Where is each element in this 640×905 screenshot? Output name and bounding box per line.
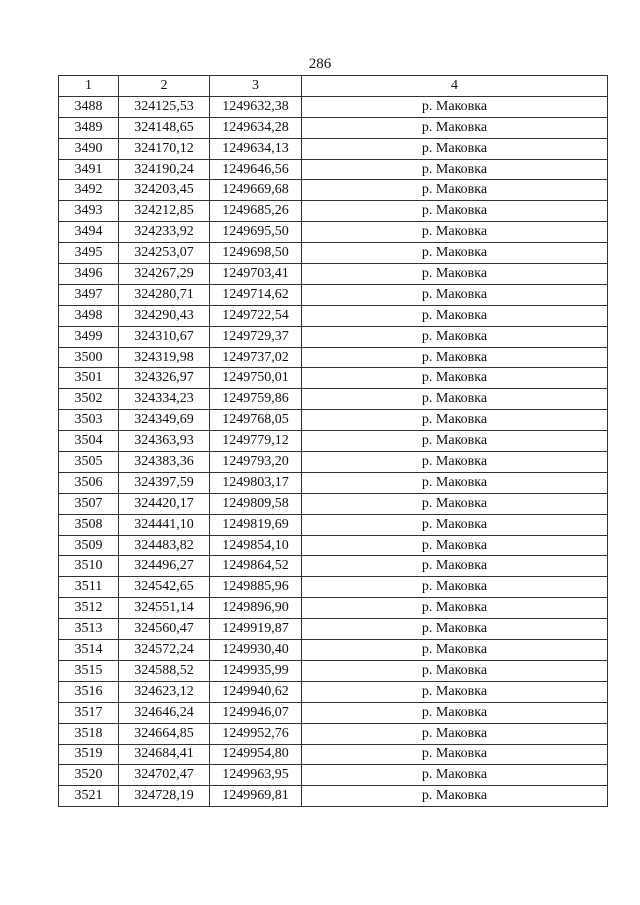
y-coordinate-cell: 1249952,76	[210, 723, 302, 744]
description-cell: р. Маковка	[302, 201, 608, 222]
table-row	[59, 640, 608, 661]
y-coordinate-cell: 1249963,95	[210, 765, 302, 786]
point-number-cell: 3512	[59, 598, 119, 619]
column-header-1: 1	[59, 76, 119, 97]
table-row	[59, 347, 608, 368]
x-coordinate-cell: 324397,59	[119, 472, 210, 493]
table-row	[59, 535, 608, 556]
table-row	[59, 138, 608, 159]
point-number-cell: 3492	[59, 180, 119, 201]
y-coordinate-cell: 1249946,07	[210, 702, 302, 723]
description-cell: р. Маковка	[302, 431, 608, 452]
table-row	[59, 326, 608, 347]
column-header-4: 4	[302, 76, 608, 97]
point-number-cell: 3498	[59, 305, 119, 326]
table-row	[59, 556, 608, 577]
description-cell: р. Маковка	[302, 222, 608, 243]
x-coordinate-cell: 324233,92	[119, 222, 210, 243]
y-coordinate-cell: 1249793,20	[210, 452, 302, 473]
table-row	[59, 765, 608, 786]
table-row	[59, 284, 608, 305]
point-number-cell: 3490	[59, 138, 119, 159]
y-coordinate-cell: 1249750,01	[210, 368, 302, 389]
table-row	[59, 744, 608, 765]
description-cell: р. Маковка	[302, 577, 608, 598]
description-cell: р. Маковка	[302, 305, 608, 326]
table-row	[59, 264, 608, 285]
table-row	[59, 243, 608, 264]
point-number-cell: 3518	[59, 723, 119, 744]
point-number-cell: 3507	[59, 493, 119, 514]
x-coordinate-cell: 324349,69	[119, 410, 210, 431]
x-coordinate-cell: 324441,10	[119, 514, 210, 535]
y-coordinate-cell: 1249930,40	[210, 640, 302, 661]
description-cell: р. Маковка	[302, 264, 608, 285]
y-coordinate-cell: 1249969,81	[210, 786, 302, 807]
description-cell: р. Маковка	[302, 243, 608, 264]
description-cell: р. Маковка	[302, 368, 608, 389]
y-coordinate-cell: 1249779,12	[210, 431, 302, 452]
point-number-cell: 3511	[59, 577, 119, 598]
x-coordinate-cell: 324383,36	[119, 452, 210, 473]
x-coordinate-cell: 324572,24	[119, 640, 210, 661]
description-cell: р. Маковка	[302, 786, 608, 807]
x-coordinate-cell: 324326,97	[119, 368, 210, 389]
table-row	[59, 577, 608, 598]
table-row	[59, 431, 608, 452]
point-number-cell: 3496	[59, 264, 119, 285]
table-row	[59, 472, 608, 493]
table-row	[59, 96, 608, 117]
y-coordinate-cell: 1249634,28	[210, 117, 302, 138]
table-row	[59, 493, 608, 514]
table-row	[59, 660, 608, 681]
point-number-cell: 3516	[59, 681, 119, 702]
point-number-cell: 3493	[59, 201, 119, 222]
description-cell: р. Маковка	[302, 284, 608, 305]
y-coordinate-cell: 1249940,62	[210, 681, 302, 702]
y-coordinate-cell: 1249809,58	[210, 493, 302, 514]
table-row	[59, 222, 608, 243]
y-coordinate-cell: 1249803,17	[210, 472, 302, 493]
x-coordinate-cell: 324420,17	[119, 493, 210, 514]
point-number-cell: 3501	[59, 368, 119, 389]
description-cell: р. Маковка	[302, 556, 608, 577]
table-header	[59, 76, 608, 97]
point-number-cell: 3506	[59, 472, 119, 493]
description-cell: р. Маковка	[302, 702, 608, 723]
point-number-cell: 3488	[59, 96, 119, 117]
description-cell: р. Маковка	[302, 619, 608, 640]
table-row	[59, 619, 608, 640]
description-cell: р. Маковка	[302, 723, 608, 744]
y-coordinate-cell: 1249885,96	[210, 577, 302, 598]
point-number-cell: 3519	[59, 744, 119, 765]
point-number-cell: 3521	[59, 786, 119, 807]
point-number-cell: 3504	[59, 431, 119, 452]
description-cell: р. Маковка	[302, 117, 608, 138]
column-header-2: 2	[119, 76, 210, 97]
description-cell: р. Маковка	[302, 493, 608, 514]
description-cell: р. Маковка	[302, 159, 608, 180]
description-cell: р. Маковка	[302, 326, 608, 347]
y-coordinate-cell: 1249737,02	[210, 347, 302, 368]
y-coordinate-cell: 1249896,90	[210, 598, 302, 619]
description-cell: р. Маковка	[302, 535, 608, 556]
header-row	[59, 76, 608, 97]
table-body	[59, 96, 608, 806]
point-number-cell: 3495	[59, 243, 119, 264]
y-coordinate-cell: 1249722,54	[210, 305, 302, 326]
table-row	[59, 514, 608, 535]
y-coordinate-cell: 1249864,52	[210, 556, 302, 577]
y-coordinate-cell: 1249695,50	[210, 222, 302, 243]
table-row	[59, 681, 608, 702]
point-number-cell: 3514	[59, 640, 119, 661]
x-coordinate-cell: 324588,52	[119, 660, 210, 681]
table-row	[59, 117, 608, 138]
x-coordinate-cell: 324334,23	[119, 389, 210, 410]
column-header-3: 3	[210, 76, 302, 97]
table-row	[59, 305, 608, 326]
y-coordinate-cell: 1249729,37	[210, 326, 302, 347]
description-cell: р. Маковка	[302, 514, 608, 535]
x-coordinate-cell: 324646,24	[119, 702, 210, 723]
y-coordinate-cell: 1249632,38	[210, 96, 302, 117]
y-coordinate-cell: 1249768,05	[210, 410, 302, 431]
x-coordinate-cell: 324702,47	[119, 765, 210, 786]
point-number-cell: 3494	[59, 222, 119, 243]
y-coordinate-cell: 1249634,13	[210, 138, 302, 159]
description-cell: р. Маковка	[302, 472, 608, 493]
description-cell: р. Маковка	[302, 452, 608, 473]
point-number-cell: 3510	[59, 556, 119, 577]
table-row	[59, 410, 608, 431]
x-coordinate-cell: 324560,47	[119, 619, 210, 640]
y-coordinate-cell: 1249819,69	[210, 514, 302, 535]
x-coordinate-cell: 324280,71	[119, 284, 210, 305]
description-cell: р. Маковка	[302, 765, 608, 786]
x-coordinate-cell: 324290,43	[119, 305, 210, 326]
x-coordinate-cell: 324483,82	[119, 535, 210, 556]
x-coordinate-cell: 324551,14	[119, 598, 210, 619]
x-coordinate-cell: 324542,65	[119, 577, 210, 598]
x-coordinate-cell: 324310,67	[119, 326, 210, 347]
coordinates-table	[58, 75, 608, 807]
point-number-cell: 3520	[59, 765, 119, 786]
y-coordinate-cell: 1249698,50	[210, 243, 302, 264]
point-number-cell: 3508	[59, 514, 119, 535]
description-cell: р. Маковка	[302, 180, 608, 201]
x-coordinate-cell: 324496,27	[119, 556, 210, 577]
point-number-cell: 3509	[59, 535, 119, 556]
point-number-cell: 3517	[59, 702, 119, 723]
x-coordinate-cell: 324148,65	[119, 117, 210, 138]
y-coordinate-cell: 1249935,99	[210, 660, 302, 681]
x-coordinate-cell: 324125,53	[119, 96, 210, 117]
table-row	[59, 201, 608, 222]
table-row	[59, 702, 608, 723]
table-row	[59, 159, 608, 180]
table-row	[59, 368, 608, 389]
y-coordinate-cell: 1249714,62	[210, 284, 302, 305]
description-cell: р. Маковка	[302, 660, 608, 681]
point-number-cell: 3503	[59, 410, 119, 431]
description-cell: р. Маковка	[302, 410, 608, 431]
point-number-cell: 3499	[59, 326, 119, 347]
point-number-cell: 3489	[59, 117, 119, 138]
table-row	[59, 598, 608, 619]
y-coordinate-cell: 1249954,80	[210, 744, 302, 765]
y-coordinate-cell: 1249703,41	[210, 264, 302, 285]
point-number-cell: 3500	[59, 347, 119, 368]
x-coordinate-cell: 324203,45	[119, 180, 210, 201]
table-row	[59, 452, 608, 473]
description-cell: р. Маковка	[302, 744, 608, 765]
x-coordinate-cell: 324684,41	[119, 744, 210, 765]
point-number-cell: 3515	[59, 660, 119, 681]
x-coordinate-cell: 324363,93	[119, 431, 210, 452]
y-coordinate-cell: 1249854,10	[210, 535, 302, 556]
x-coordinate-cell: 324319,98	[119, 347, 210, 368]
x-coordinate-cell: 324623,12	[119, 681, 210, 702]
x-coordinate-cell: 324212,85	[119, 201, 210, 222]
table-row	[59, 389, 608, 410]
table-row	[59, 180, 608, 201]
description-cell: р. Маковка	[302, 598, 608, 619]
description-cell: р. Маковка	[302, 389, 608, 410]
table-row	[59, 723, 608, 744]
point-number-cell: 3505	[59, 452, 119, 473]
description-cell: р. Маковка	[302, 640, 608, 661]
point-number-cell: 3497	[59, 284, 119, 305]
y-coordinate-cell: 1249685,26	[210, 201, 302, 222]
y-coordinate-cell: 1249919,87	[210, 619, 302, 640]
description-cell: р. Маковка	[302, 138, 608, 159]
x-coordinate-cell: 324664,85	[119, 723, 210, 744]
page-number: 286	[308, 56, 332, 72]
description-cell: р. Маковка	[302, 681, 608, 702]
point-number-cell: 3491	[59, 159, 119, 180]
x-coordinate-cell: 324170,12	[119, 138, 210, 159]
x-coordinate-cell: 324728,19	[119, 786, 210, 807]
point-number-cell: 3502	[59, 389, 119, 410]
y-coordinate-cell: 1249646,56	[210, 159, 302, 180]
x-coordinate-cell: 324267,29	[119, 264, 210, 285]
y-coordinate-cell: 1249759,86	[210, 389, 302, 410]
x-coordinate-cell: 324190,24	[119, 159, 210, 180]
description-cell: р. Маковка	[302, 96, 608, 117]
table-row	[59, 786, 608, 807]
x-coordinate-cell: 324253,07	[119, 243, 210, 264]
y-coordinate-cell: 1249669,68	[210, 180, 302, 201]
point-number-cell: 3513	[59, 619, 119, 640]
description-cell: р. Маковка	[302, 347, 608, 368]
